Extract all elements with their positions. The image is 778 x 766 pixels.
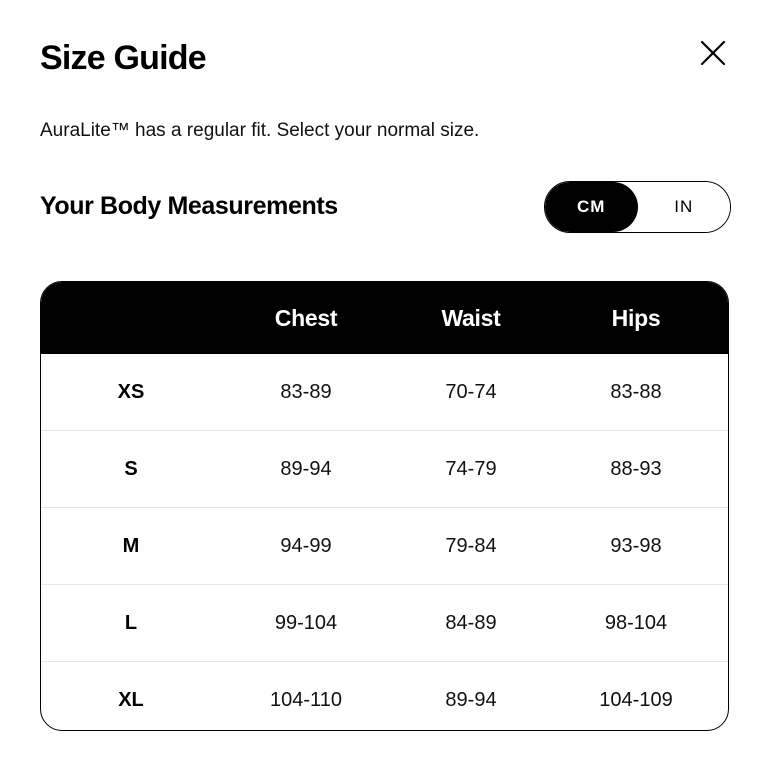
measurements-heading: Your Body Measurements: [40, 192, 338, 220]
chest-value: 83-89: [280, 380, 332, 403]
hips-value: 93-98: [610, 534, 662, 557]
size-label: L: [124, 611, 138, 634]
hips-value: 104-109: [599, 688, 673, 711]
unit-option-cm[interactable]: CM: [545, 182, 638, 232]
page-title: Size Guide: [40, 39, 206, 77]
hips-value: 83-88: [610, 380, 662, 403]
fit-description: AuraLite™ has a regular fit. Select your normal size.: [40, 120, 480, 141]
waist-value: 89-94: [445, 688, 497, 711]
close-button[interactable]: [697, 37, 729, 69]
unit-toggle[interactable]: [544, 181, 731, 233]
size-table: [40, 281, 729, 731]
table-row: [41, 508, 728, 585]
table-row: [41, 662, 728, 731]
size-label: XS: [117, 380, 145, 403]
header-waist: Waist: [441, 304, 501, 331]
size-label: M: [122, 534, 140, 557]
close-icon: [697, 37, 729, 69]
waist-value: 79-84: [445, 534, 497, 557]
size-label: XL: [118, 688, 144, 711]
chest-value: 104-110: [270, 688, 342, 711]
waist-value: 74-79: [445, 457, 497, 480]
waist-value: 84-89: [445, 611, 497, 634]
chest-value: 99-104: [274, 611, 338, 634]
table-row: [41, 431, 728, 508]
hips-value: 98-104: [604, 611, 668, 634]
table-row: [41, 585, 728, 662]
hips-value: 88-93: [610, 457, 662, 480]
chest-value: 89-94: [280, 457, 332, 480]
waist-value: 70-74: [445, 380, 497, 403]
size-label: S: [124, 457, 138, 480]
table-header: [41, 282, 728, 354]
table-row: [41, 354, 728, 431]
unit-option-in[interactable]: IN: [638, 182, 731, 232]
chest-value: 94-99: [280, 534, 332, 557]
header-chest: Chest: [274, 304, 338, 331]
header-hips: Hips: [611, 304, 661, 331]
